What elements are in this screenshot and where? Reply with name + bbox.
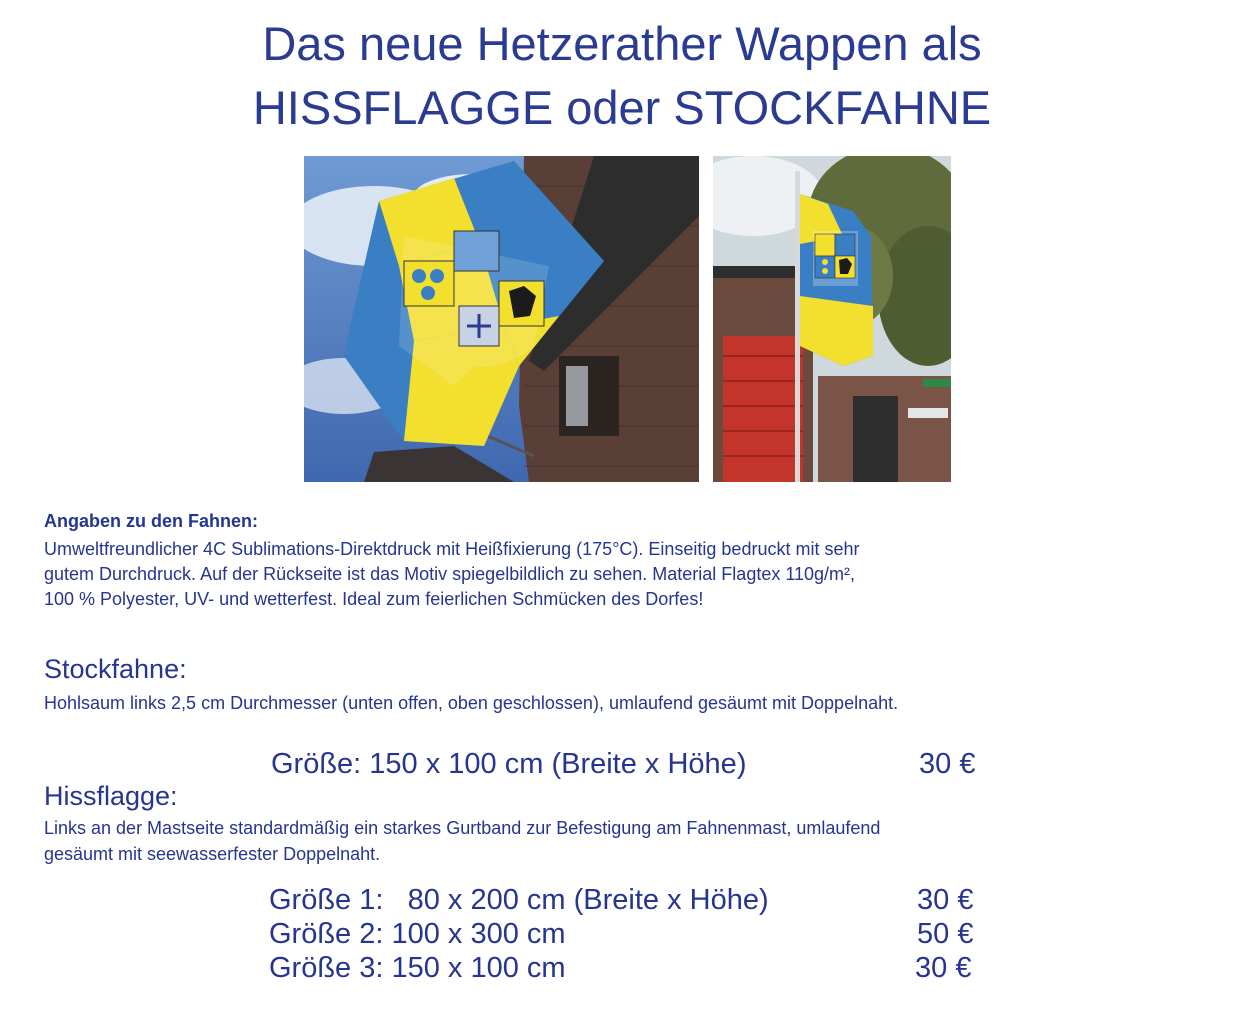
hissflagge-description-line: Links an der Mastseite standardmäßig ein starkes Gurtband zur Befestigung am Fahnenmast, umlaufend <box>44 818 881 838</box>
hissflagge-description <box>44 815 880 867</box>
hissflagge-size-2: Größe 2: 100 x 300 cm <box>269 918 566 950</box>
stockfahne-price: 30 € <box>919 748 976 780</box>
stockfahne-size: Größe: 150 x 100 cm (Breite x Höhe) <box>271 748 747 780</box>
details-line: gutem Durchdruck. Auf der Rückseite ist das Motiv spiegelbildlich zu sehen. Material Flagtex 110g/m², <box>44 564 856 584</box>
stockfahne-description: Hohlsaum links 2,5 cm Durchmesser (unten offen, oben geschlossen), umlaufend gesäumt mit Doppelnaht. <box>44 693 899 713</box>
hissflagge-price-3: 30 € <box>915 952 972 984</box>
stockfahne-photo <box>713 156 951 482</box>
hissflagge-description-line: gesäumt mit seewasserfester Doppelnaht. <box>44 844 381 864</box>
details-heading: Angaben zu den Fahnen: <box>44 511 258 531</box>
hissflagge-price-2: 50 € <box>917 918 974 950</box>
details-description <box>44 537 1194 612</box>
hissflagge-price-1: 30 € <box>917 884 974 916</box>
details-line: 100 % Polyester, UV- und wetterfest. Ideal zum feierlichen Schmücken des Dorfes! <box>44 589 704 609</box>
page-title-line-1: Das neue Hetzerather Wappen als <box>262 17 982 70</box>
hissflagge-size-1: Größe 1: 80 x 200 cm (Breite x Höhe) <box>269 884 769 916</box>
page-title-line-2: HISSFLAGGE oder STOCKFAHNE <box>252 81 992 134</box>
hissflagge-heading: Hissflagge: <box>44 781 178 811</box>
hissflagge-size-3: Größe 3: 150 x 100 cm <box>269 952 566 984</box>
details-line: Umweltfreundlicher 4C Sublimations-Direktdruck mit Heißfixierung (175°C). Einseitig bedruckt mit sehr <box>44 539 860 559</box>
stockfahne-heading: Stockfahne: <box>44 654 187 684</box>
hissflagge-photo <box>304 156 699 482</box>
